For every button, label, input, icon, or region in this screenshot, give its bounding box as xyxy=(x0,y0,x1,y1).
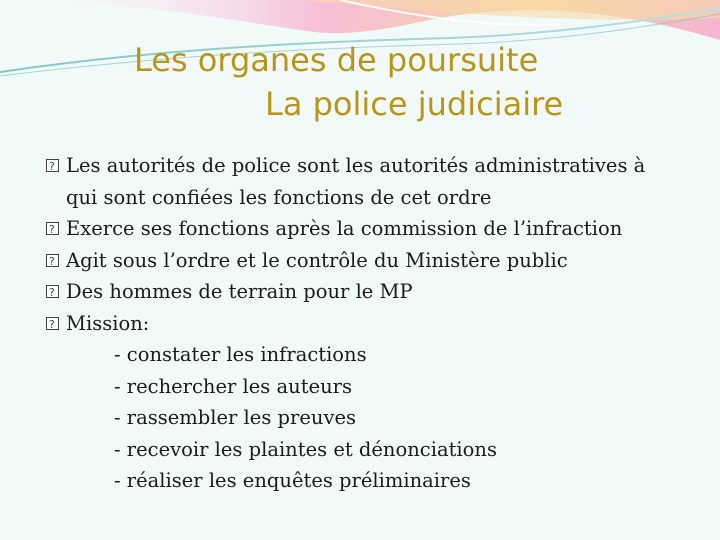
bullet-marker-icon xyxy=(46,222,59,235)
bullet-marker-icon xyxy=(46,254,59,267)
bullet-item xyxy=(46,213,686,245)
bullet-text: Les autorités de police sont les autorités administratives à xyxy=(66,154,646,177)
bullet-marker-icon xyxy=(46,285,59,298)
bullet-item xyxy=(46,276,686,308)
slide-title xyxy=(0,38,720,126)
title-line-2: La police judiciaire xyxy=(265,85,564,123)
bullet-marker-icon xyxy=(46,317,59,330)
bullet-marker-icon xyxy=(46,159,59,172)
bullet-item xyxy=(46,150,686,213)
mission-item: - réaliser les enquêtes préliminaires xyxy=(114,469,471,492)
bullet-text: Exerce ses fonctions après la commission de l’infraction xyxy=(66,217,623,240)
bullet-text: Des hommes de terrain pour le MP xyxy=(66,280,413,303)
title-line-1: Les organes de poursuite xyxy=(134,41,539,79)
mission-item: - recevoir les plaintes et dénonciations xyxy=(114,437,497,461)
bullet-text: Mission: xyxy=(66,311,150,335)
mission-item: - rechercher les auteurs xyxy=(114,374,352,398)
mission-item: - constater les infractions xyxy=(114,343,367,366)
bullet-text: Agit sous l’ordre et le contrôle du Ministère public xyxy=(66,248,568,272)
bullet-text-continued: qui sont confiées les fonctions de cet ordre xyxy=(66,185,492,209)
bullet-item xyxy=(46,308,686,340)
mission-item: - rassembler les preuves xyxy=(114,406,357,429)
bullet-list xyxy=(46,150,686,497)
bullet-item xyxy=(46,245,686,277)
